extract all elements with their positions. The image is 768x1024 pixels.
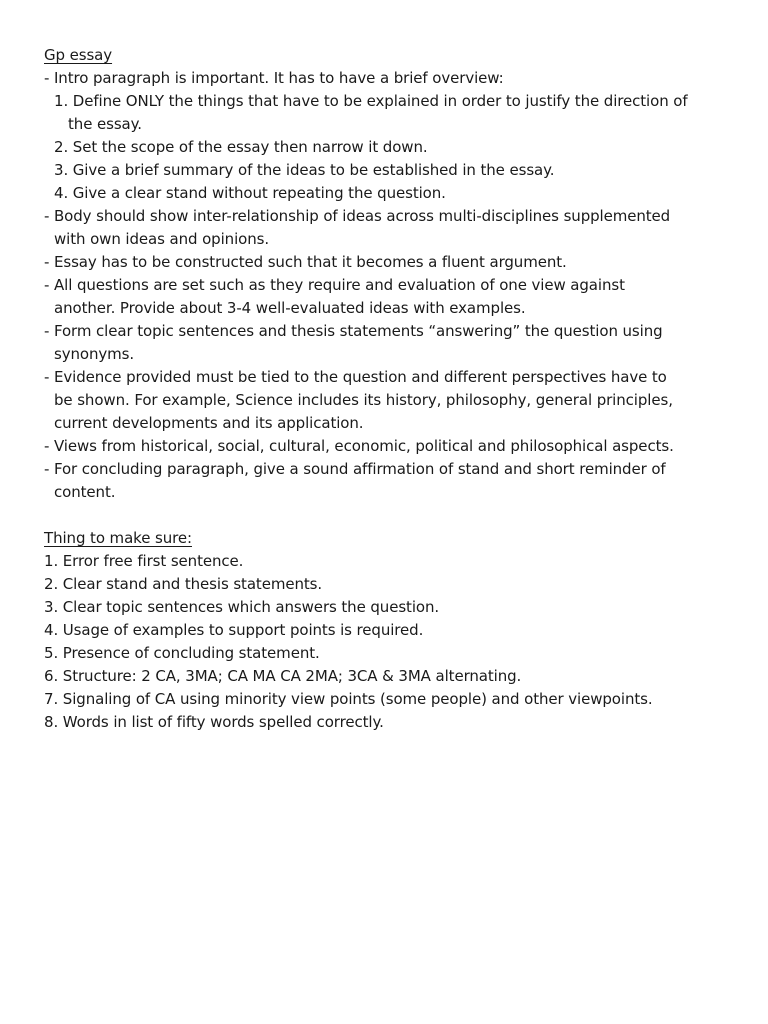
bullet-questions-continued: another. Provide about 3-4 well-evaluated ideas with examples.	[54, 299, 526, 317]
checklist-item: 6. Structure: 2 CA, 3MA; CA MA CA 2MA; 3CA & 3MA alternating.	[44, 667, 522, 685]
intro-item-1: 1. Define ONLY the things that have to be explained in order to justify the direction of	[54, 92, 688, 110]
checklist-item: 4. Usage of examples to support points is required.	[44, 621, 424, 639]
intro-bullet: - Intro paragraph is important. It has to have a brief overview:	[44, 69, 504, 87]
bullet-evidence: - Evidence provided must be tied to the question and different perspectives have to	[44, 368, 667, 386]
bullet-evidence-continued-1: be shown. For example, Science includes its history, philosophy, general principles,	[54, 391, 673, 409]
checklist-heading: Thing to make sure:	[44, 529, 192, 547]
checklist-item: 2. Clear stand and thesis statements.	[44, 575, 323, 593]
bullet-views: - Views from historical, social, cultural, economic, political and philosophical aspects.	[44, 437, 674, 455]
bullet-questions: - All questions are set such as they require and evaluation of one view against	[44, 276, 625, 294]
intro-item-4: 4. Give a clear stand without repeating the question.	[54, 184, 446, 202]
checklist-item: 3. Clear topic sentences which answers the question.	[44, 598, 440, 616]
section-spacer	[44, 504, 734, 527]
bullet-fluent-argument: - Essay has to be constructed such that it becomes a fluent argument.	[44, 253, 567, 271]
bullet-concluding: - For concluding paragraph, give a sound affirmation of stand and short reminder of	[44, 460, 666, 478]
intro-item-3: 3. Give a brief summary of the ideas to be established in the essay.	[54, 161, 555, 179]
bullet-body-continued: with own ideas and opinions.	[54, 230, 270, 248]
checklist-item: 1. Error free first sentence.	[44, 552, 244, 570]
document-page	[44, 44, 734, 734]
checklist-item: 7. Signaling of CA using minority view points (some people) and other viewpoints.	[44, 690, 653, 708]
bullet-evidence-continued-2: current developments and its application.	[54, 414, 364, 432]
intro-item-2: 2. Set the scope of the essay then narrow it down.	[54, 138, 428, 156]
bullet-concluding-continued: content.	[54, 483, 116, 501]
document-title: Gp essay	[44, 46, 113, 64]
bullet-body: - Body should show inter-relationship of ideas across multi-disciplines supplemented	[44, 207, 671, 225]
bullet-topic-sentences: - Form clear topic sentences and thesis statements “answering” the question using	[44, 322, 663, 340]
checklist-item: 5. Presence of concluding statement.	[44, 644, 320, 662]
bullet-topic-sentences-continued: synonyms.	[54, 345, 135, 363]
intro-item-1-continued: the essay.	[68, 115, 142, 133]
checklist-item: 8. Words in list of fifty words spelled correctly.	[44, 713, 384, 731]
